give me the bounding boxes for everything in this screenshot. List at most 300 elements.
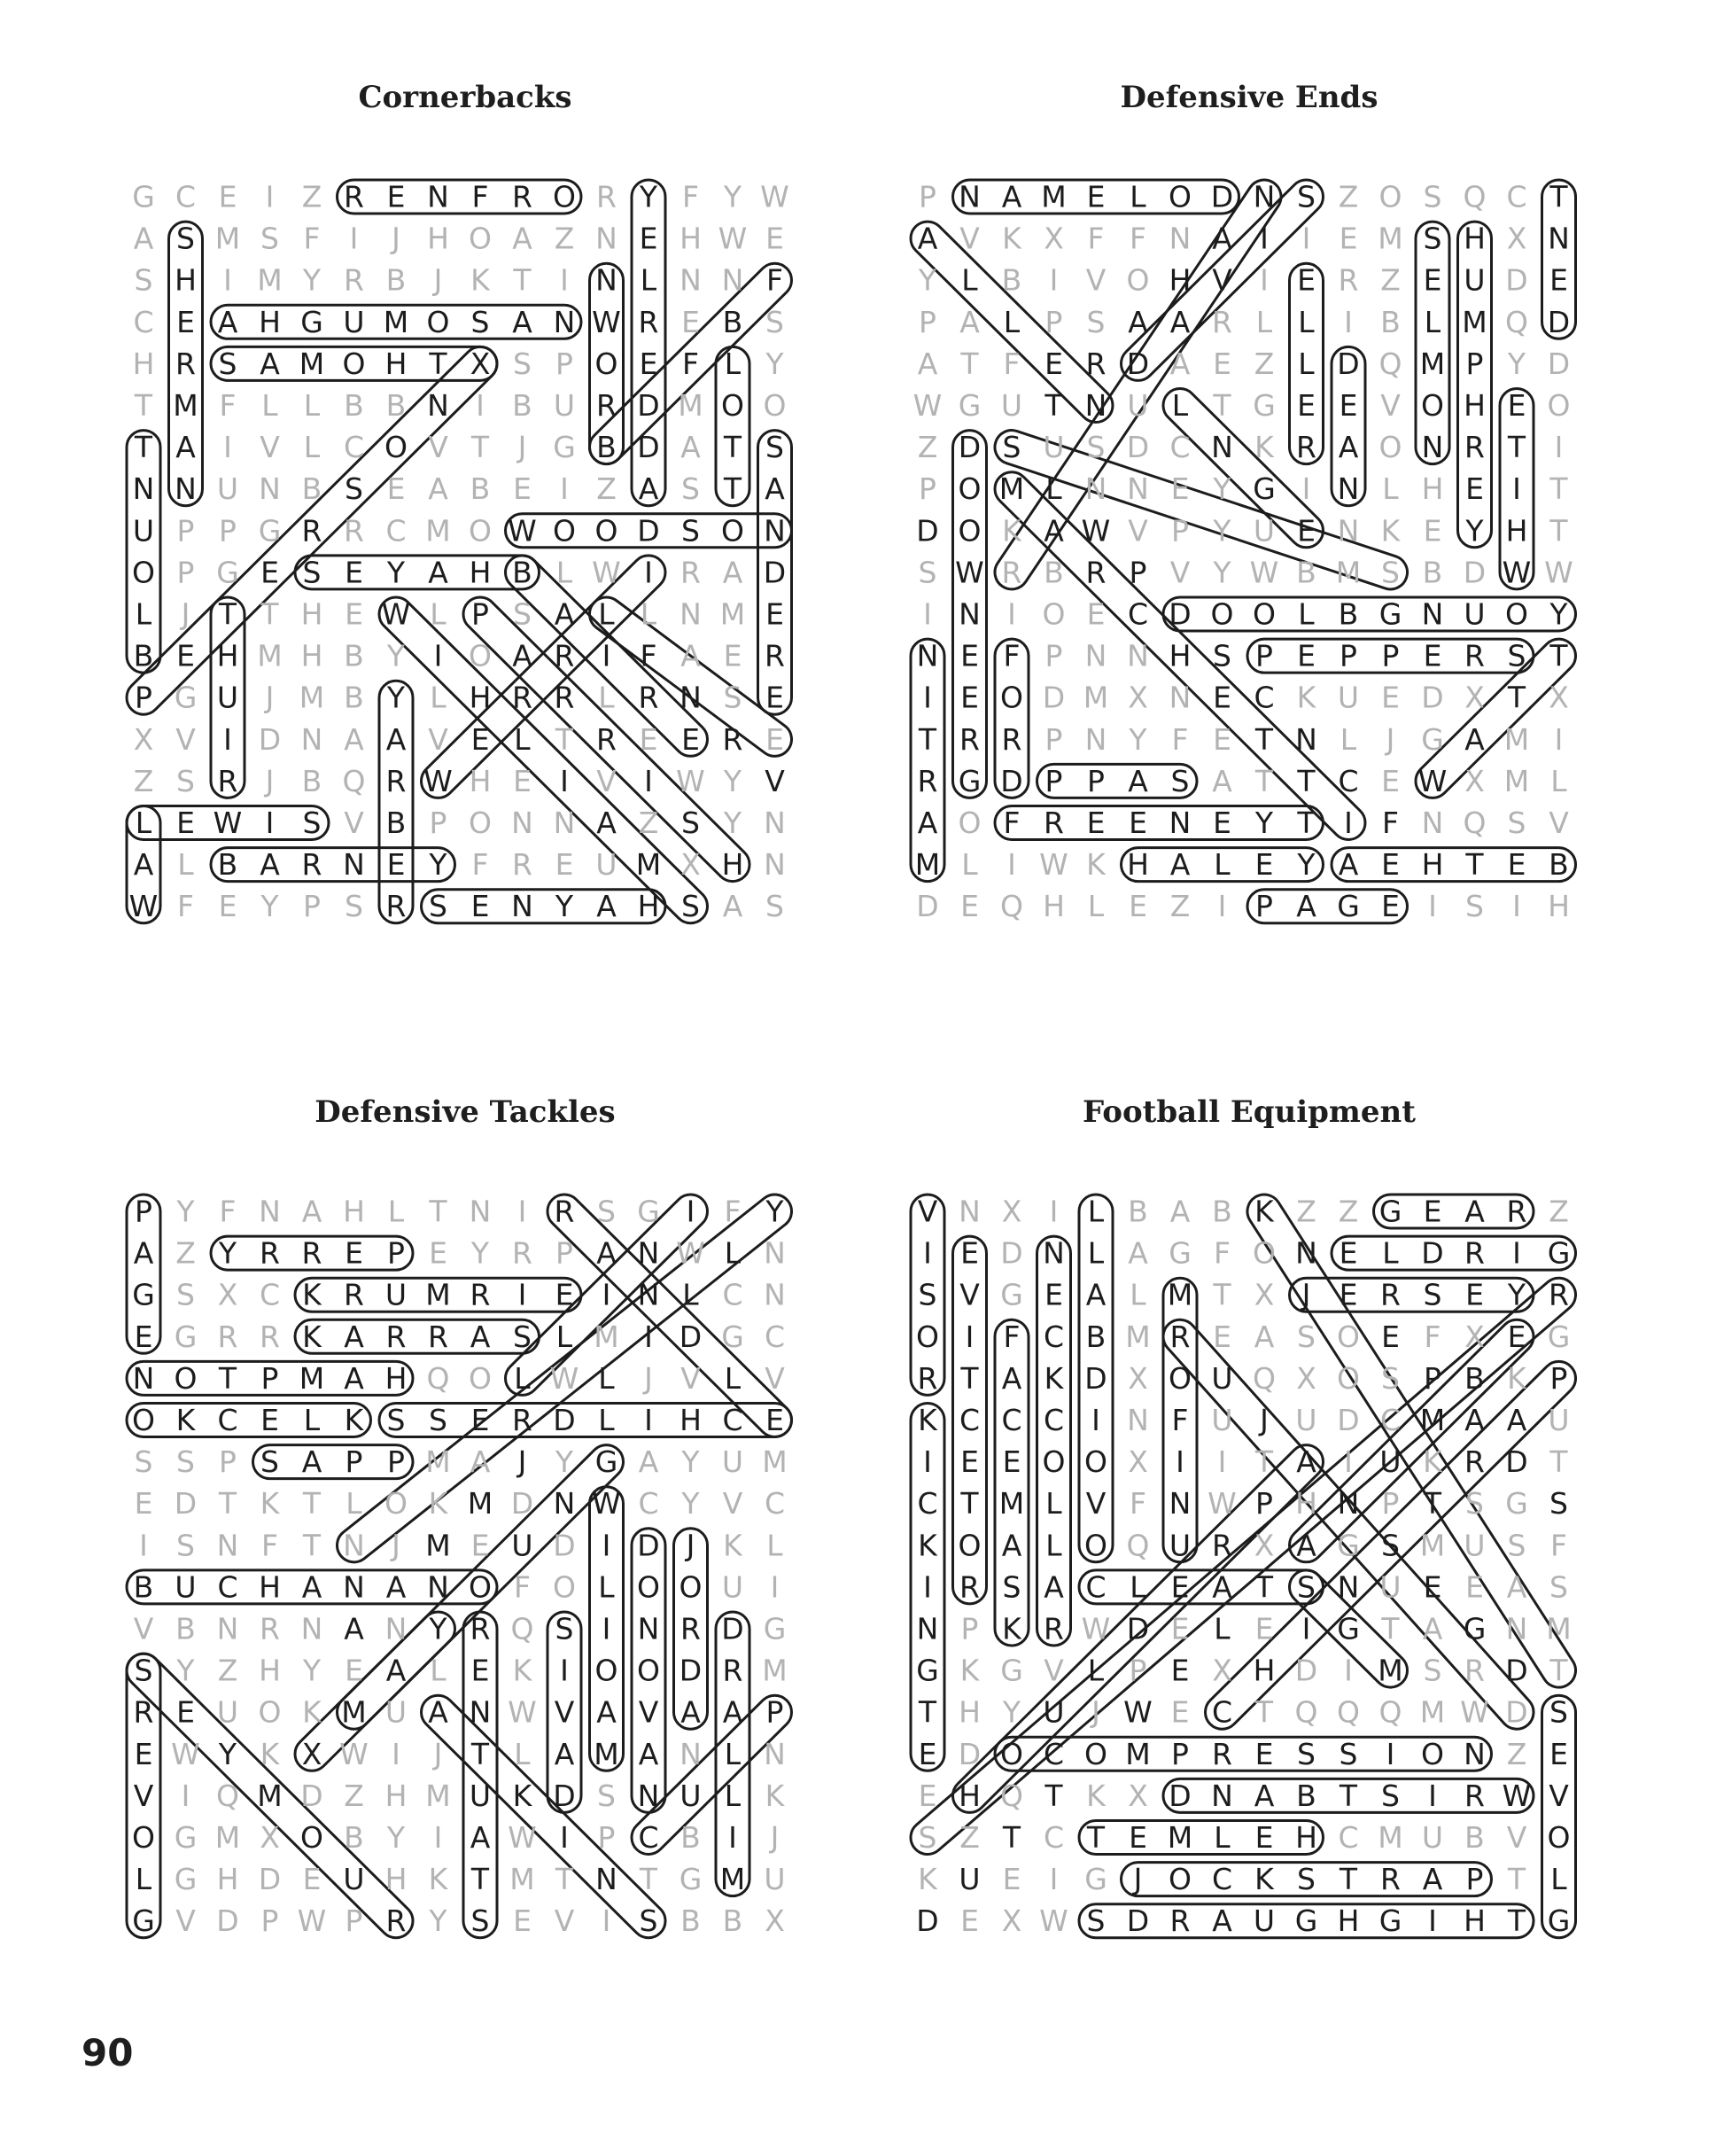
- grid-letter: A: [344, 721, 364, 757]
- grid-letter: M: [762, 1653, 788, 1688]
- grid-letter: A: [428, 555, 448, 590]
- grid-letter: Y: [470, 1235, 490, 1271]
- grid-letter: O: [958, 1528, 982, 1563]
- grid-letter: A: [1212, 1903, 1232, 1939]
- grid-letter: Z: [959, 1820, 980, 1855]
- grid-letter: L: [1424, 304, 1441, 339]
- grid-letter: V: [1380, 388, 1401, 423]
- grid-letter: J: [1301, 1277, 1311, 1312]
- grid-letter: M: [173, 388, 198, 423]
- grid-letter: T: [429, 346, 447, 381]
- grid-svg: [912, 179, 1574, 924]
- grid-letter: N: [216, 1528, 239, 1563]
- grid-letter: T: [555, 721, 574, 757]
- grid-letter: X: [1128, 1360, 1148, 1396]
- grid-letter: P: [765, 1694, 784, 1730]
- grid-letter: U: [1464, 596, 1486, 632]
- grid-letter: O: [1505, 596, 1528, 632]
- grid-letter: E: [513, 763, 532, 798]
- grid-letter: J: [517, 1444, 527, 1480]
- grid-letter: S: [176, 221, 195, 256]
- grid-letter: G: [216, 555, 239, 590]
- grid-letter: R: [344, 1277, 364, 1312]
- grid-letter: L: [640, 262, 657, 298]
- grid-letter: H: [259, 1569, 281, 1605]
- grid-letter: T: [1549, 179, 1568, 214]
- grid-letter: N: [1548, 221, 1570, 256]
- grid-letter: T: [1339, 1778, 1358, 1813]
- grid-letter: R: [1001, 721, 1022, 757]
- grid-letter: E: [1465, 471, 1484, 507]
- grid-letter: N: [1127, 471, 1149, 507]
- grid-letter: R: [722, 1653, 743, 1688]
- grid-letter: Q: [342, 763, 366, 798]
- grid-letter: Y: [386, 1820, 406, 1855]
- grid-letter: H: [1295, 1486, 1317, 1522]
- grid-letter: N: [1043, 1235, 1065, 1271]
- grid-letter: N: [764, 1235, 786, 1271]
- grid-letter: K: [765, 1778, 785, 1813]
- grid-letter: L: [1045, 471, 1062, 507]
- grid-letter: S: [765, 889, 784, 924]
- grid-letter: I: [139, 1528, 148, 1563]
- grid-letter: N: [680, 1736, 702, 1771]
- grid-letter: S: [260, 1444, 279, 1480]
- grid-letter: U: [721, 1444, 744, 1480]
- grid-letter: A: [512, 638, 532, 673]
- grid-letter: L: [1340, 721, 1357, 757]
- grid-letter: T: [1297, 806, 1316, 840]
- grid-letter: D: [1294, 1653, 1318, 1688]
- grid-letter: H: [959, 1694, 981, 1730]
- grid-letter: L: [555, 1319, 573, 1354]
- grid-letter: M: [341, 1694, 367, 1730]
- grid-letter: S: [260, 221, 279, 256]
- grid-letter: H: [300, 638, 323, 673]
- grid-letter: M: [214, 1820, 241, 1855]
- grid-letter: K: [1380, 513, 1401, 549]
- grid-letter: N: [427, 1569, 449, 1605]
- grid-letter: S: [386, 1403, 406, 1437]
- grid-letter: F: [1003, 806, 1021, 840]
- grid-letter: O: [553, 513, 576, 549]
- grid-letter: L: [1298, 596, 1315, 632]
- grid-letter: W: [592, 555, 621, 590]
- grid-letter: R: [1464, 1444, 1485, 1480]
- grid-letter: L: [1382, 471, 1399, 507]
- grid-letter: E: [1507, 847, 1526, 883]
- grid-letter: V: [959, 1277, 980, 1312]
- grid-letter: W: [1123, 1694, 1153, 1730]
- grid-letter: E: [1549, 1736, 1568, 1771]
- grid-letter: Y: [1213, 555, 1231, 590]
- grid-letter: O: [958, 513, 982, 549]
- grid-letter: X: [1128, 1444, 1148, 1480]
- grid-letter: B: [1380, 304, 1401, 339]
- grid-letter: P: [919, 304, 936, 339]
- grid-letter: G: [174, 1862, 198, 1897]
- grid-letter: S: [176, 763, 195, 798]
- grid-letter: B: [344, 680, 364, 715]
- grid-letter: R: [344, 513, 364, 549]
- grid-letter: N: [384, 1611, 408, 1646]
- grid-letter: I: [1260, 221, 1269, 256]
- grid-letter: L: [1087, 1194, 1105, 1229]
- grid-letter: R: [301, 1235, 322, 1271]
- grid-letter: F: [1382, 806, 1399, 840]
- grid-letter: Y: [1507, 346, 1526, 381]
- grid-letter: G: [1294, 1903, 1318, 1939]
- grid-letter: S: [1297, 1736, 1316, 1771]
- grid-letter: T: [429, 1194, 447, 1229]
- grid-letter: Y: [218, 1235, 237, 1271]
- grid-letter: U: [1379, 1569, 1402, 1605]
- grid-letter: T: [1254, 721, 1274, 757]
- grid-letter: D: [637, 388, 660, 423]
- grid-letter: A: [512, 221, 532, 256]
- grid-letter: C: [1043, 1736, 1065, 1771]
- grid-letter: M: [1546, 1611, 1572, 1646]
- grid-letter: I: [1007, 847, 1016, 883]
- grid-letter: U: [1211, 1403, 1233, 1437]
- grid-letter: V: [1169, 555, 1191, 590]
- grid-letter: B: [1296, 1778, 1316, 1813]
- grid-letter: I: [1344, 1653, 1353, 1688]
- grid-letter: M: [383, 304, 409, 339]
- grid-letter: T: [1549, 471, 1568, 507]
- grid-letter: R: [765, 638, 785, 673]
- grid-letter: C: [175, 179, 197, 214]
- grid-letter: D: [916, 1903, 939, 1939]
- grid-letter: R: [512, 1235, 532, 1271]
- grid-letter: U: [343, 1862, 365, 1897]
- grid-letter: B: [680, 1903, 701, 1939]
- grid-letter: L: [555, 555, 573, 590]
- grid-letter: X: [1001, 1903, 1022, 1939]
- grid-letter: P: [387, 1444, 405, 1480]
- grid-letter: B: [722, 1903, 743, 1939]
- grid-letter: Y: [723, 179, 742, 214]
- grid-letter: I: [349, 221, 359, 256]
- grid-letter: Y: [386, 680, 406, 715]
- grid-letter: V: [596, 763, 617, 798]
- grid-letter: O: [594, 513, 618, 549]
- grid-letter: M: [257, 1778, 283, 1813]
- grid-letter: G: [1547, 1235, 1571, 1271]
- grid-letter: N: [1127, 1403, 1149, 1437]
- grid-letter: N: [680, 596, 702, 632]
- grid-letter: O: [469, 1360, 492, 1396]
- page-number: 90: [82, 2031, 134, 2074]
- grid-letter: S: [218, 346, 237, 381]
- grid-letter: O: [1169, 1360, 1192, 1396]
- grid-letter: L: [1130, 179, 1146, 214]
- grid-letter: Q: [1463, 179, 1487, 214]
- grid-letter: C: [343, 430, 365, 465]
- grid-letter: Y: [1549, 596, 1568, 632]
- grid-letter: Y: [429, 1903, 447, 1939]
- grid-letter: O: [1000, 680, 1023, 715]
- grid-letter: C: [217, 1569, 238, 1605]
- grid-letter: N: [427, 179, 449, 214]
- grid-letter: U: [553, 388, 576, 423]
- grid-letter: Y: [218, 1736, 237, 1771]
- grid-letter: P: [1381, 638, 1400, 673]
- grid-letter: I: [1428, 1778, 1437, 1813]
- grid-letter: E: [429, 1235, 447, 1271]
- grid-letter: R: [385, 1903, 407, 1939]
- grid-letter: L: [430, 680, 447, 715]
- grid-letter: T: [134, 430, 153, 465]
- grid-letter: L: [1298, 346, 1315, 381]
- grid-letter: U: [384, 1277, 408, 1312]
- grid-letter: Z: [133, 763, 154, 798]
- grid-letter: T: [1044, 1778, 1063, 1813]
- grid-letter: M: [257, 638, 283, 673]
- word-search-grid: [128, 1194, 802, 1939]
- grid-letter: V: [175, 721, 196, 757]
- grid-letter: D: [721, 1611, 744, 1646]
- grid-letter: O: [721, 388, 744, 423]
- grid-letter: I: [1007, 596, 1016, 632]
- grid-letter: B: [385, 806, 407, 840]
- grid-letter: Z: [596, 471, 617, 507]
- grid-letter: E: [1465, 1569, 1484, 1605]
- grid-letter: Y: [765, 346, 784, 381]
- grid-letter: H: [1043, 889, 1065, 924]
- grid-letter: B: [344, 1820, 364, 1855]
- grid-letter: L: [1087, 1653, 1105, 1688]
- grid-letter: R: [385, 763, 407, 798]
- grid-letter: L: [261, 388, 278, 423]
- grid-letter: W: [1502, 555, 1532, 590]
- grid-letter: X: [1128, 680, 1148, 715]
- grid-letter: Z: [1338, 179, 1359, 214]
- grid-letter: R: [596, 179, 617, 214]
- grid-letter: M: [1419, 1403, 1446, 1437]
- grid-letter: O: [1378, 179, 1402, 214]
- grid-letter: A: [344, 1319, 364, 1354]
- grid-letter: N: [427, 388, 449, 423]
- grid-letter: O: [1084, 1444, 1107, 1480]
- grid-letter: E: [470, 721, 490, 757]
- grid-letter: A: [1296, 1528, 1316, 1563]
- grid-letter: R: [917, 763, 938, 798]
- grid-letter: Z: [1506, 1736, 1527, 1771]
- grid-letter: T: [960, 1486, 979, 1522]
- grid-letter: D: [510, 1486, 534, 1522]
- grid-letter: P: [303, 889, 321, 924]
- grid-letter: P: [387, 1235, 405, 1271]
- grid-letter: S: [555, 1611, 574, 1646]
- grid-letter: A: [596, 806, 617, 840]
- grid-letter: L: [598, 1403, 615, 1437]
- word-loop: [904, 1271, 1582, 1861]
- grid-letter: O: [1547, 1820, 1571, 1855]
- grid-letter: T: [1213, 388, 1231, 423]
- grid-letter: B: [1128, 1194, 1148, 1229]
- grid-letter: S: [1465, 1486, 1484, 1522]
- grid-letter: W: [128, 889, 159, 924]
- grid-letter: V: [554, 1694, 575, 1730]
- grid-letter: J: [392, 221, 400, 256]
- grid-letter: V: [680, 1360, 701, 1396]
- grid-letter: L: [1214, 1611, 1231, 1646]
- grid-letter: B: [1422, 555, 1443, 590]
- grid-letter: R: [1464, 430, 1485, 465]
- grid-letter: N: [343, 1569, 365, 1605]
- grid-letter: T: [723, 430, 742, 465]
- grid-letter: V: [765, 1360, 785, 1396]
- grid-letter: H: [384, 346, 408, 381]
- grid-letter: V: [1549, 806, 1569, 840]
- grid-letter: M: [1335, 555, 1362, 590]
- grid-letter: T: [1297, 763, 1316, 798]
- grid-letter: G: [1547, 1903, 1571, 1939]
- grid-letter: R: [722, 721, 743, 757]
- grid-letter: A: [260, 847, 280, 883]
- grid-letter: L: [1087, 889, 1105, 924]
- grid-letter: W: [1039, 847, 1068, 883]
- grid-letter: R: [260, 1319, 280, 1354]
- grid-letter: C: [385, 513, 407, 549]
- grid-letter: A: [1212, 221, 1232, 256]
- grid-letter: G: [1547, 1319, 1571, 1354]
- grid-letter: G: [1169, 1235, 1192, 1271]
- grid-letter: F: [766, 262, 783, 298]
- grid-letter: C: [133, 304, 154, 339]
- grid-letter: S: [513, 346, 532, 381]
- grid-letter: S: [429, 1403, 447, 1437]
- grid-letter: X: [1254, 1528, 1275, 1563]
- grid-letter: D: [637, 430, 660, 465]
- grid-letter: N: [300, 1611, 323, 1646]
- grid-letter: J: [1091, 1694, 1100, 1730]
- grid-letter: D: [1421, 680, 1444, 715]
- grid-letter: I: [965, 1319, 975, 1354]
- grid-letter: C: [1169, 430, 1191, 465]
- grid-letter: I: [223, 721, 232, 757]
- grid-letter: E: [960, 1235, 979, 1271]
- grid-letter: F: [1130, 221, 1146, 256]
- grid-letter: I: [1301, 221, 1311, 256]
- grid-letter: J: [1260, 1403, 1269, 1437]
- grid-letter: I: [560, 1653, 569, 1688]
- grid-letter: K: [260, 1486, 280, 1522]
- grid-letter: V: [428, 721, 448, 757]
- grid-letter: B: [301, 763, 322, 798]
- grid-letter: T: [470, 430, 490, 465]
- grid-letter: H: [1169, 638, 1192, 673]
- grid-letter: M: [1041, 179, 1067, 214]
- grid-letter: Y: [723, 806, 742, 840]
- grid-letter: S: [1507, 638, 1526, 673]
- grid-letter: S: [1381, 1778, 1400, 1813]
- grid-letter: P: [260, 1903, 279, 1939]
- grid-letter: M: [914, 847, 941, 883]
- grid-letter: O: [637, 1569, 660, 1605]
- grid-letter: R: [680, 555, 701, 590]
- grid-letter: M: [1167, 1277, 1193, 1312]
- grid-letter: Q: [1126, 1528, 1150, 1563]
- grid-letter: F: [1550, 1528, 1567, 1563]
- grid-letter: S: [918, 555, 937, 590]
- grid-letter: D: [763, 555, 787, 590]
- grid-letter: Q: [1463, 806, 1487, 840]
- word-loop: [911, 639, 944, 882]
- grid-letter: H: [1295, 1820, 1317, 1855]
- grid-letter: I: [1217, 1444, 1227, 1480]
- grid-letter: R: [1212, 1736, 1232, 1771]
- grid-letter: Z: [638, 806, 659, 840]
- grid-letter: I: [1217, 889, 1227, 924]
- grid-letter: O: [1042, 1444, 1066, 1480]
- grid-letter: L: [1045, 1486, 1062, 1522]
- grid-letter: H: [1464, 1903, 1486, 1939]
- grid-letter: E: [765, 1403, 784, 1437]
- grid-letter: A: [1422, 1611, 1443, 1646]
- grid-letter: Y: [918, 262, 937, 298]
- grid-letter: Z: [1549, 1194, 1569, 1229]
- grid-letter: Z: [1380, 262, 1401, 298]
- grid-letter: A: [1169, 1194, 1191, 1229]
- grid-letter: N: [764, 847, 786, 883]
- grid-letter: L: [514, 1360, 531, 1396]
- grid-letter: N: [1084, 388, 1107, 423]
- grid-letter: I: [644, 763, 653, 798]
- grid-letter: H: [1548, 889, 1570, 924]
- grid-letter: U: [1253, 1903, 1276, 1939]
- grid-letter: M: [425, 1444, 451, 1480]
- grid-letter: L: [640, 596, 657, 632]
- grid-letter: A: [1169, 847, 1191, 883]
- grid-letter: U: [680, 1778, 702, 1813]
- grid-letter: I: [1428, 1903, 1437, 1939]
- grid-letter: T: [302, 1528, 322, 1563]
- grid-letter: E: [1170, 1569, 1190, 1605]
- grid-letter: E: [218, 179, 237, 214]
- grid-letter: A: [385, 721, 407, 757]
- grid-letter: J: [433, 262, 443, 298]
- grid-letter: R: [1380, 1277, 1401, 1312]
- grid-letter: O: [553, 1569, 576, 1605]
- grid-letter: B: [1338, 596, 1359, 632]
- grid-letter: A: [1128, 1235, 1148, 1271]
- grid-letter: K: [1296, 680, 1316, 715]
- grid-letter: X: [1549, 680, 1569, 715]
- grid-letter: I: [1049, 1194, 1059, 1229]
- grid-letter: M: [299, 346, 325, 381]
- grid-letter: B: [1085, 1319, 1107, 1354]
- grid-letter: R: [512, 1403, 532, 1437]
- grid-letter: S: [681, 889, 700, 924]
- grid-letter: M: [1378, 1653, 1403, 1688]
- grid-letter: P: [1255, 638, 1273, 673]
- grid-letter: G: [258, 513, 282, 549]
- grid-letter: E: [260, 555, 279, 590]
- grid-letter: H: [1127, 847, 1149, 883]
- grid-letter: M: [1419, 1694, 1446, 1730]
- grid-letter: U: [1000, 388, 1023, 423]
- grid-letter: Q: [1505, 304, 1528, 339]
- grid-letter: I: [265, 806, 275, 840]
- grid-letter: I: [602, 1611, 611, 1646]
- grid-letter: W: [508, 1820, 537, 1855]
- grid-letter: N: [916, 638, 939, 673]
- grid-letter: W: [213, 806, 243, 840]
- grid-letter: N: [1084, 638, 1107, 673]
- grid-letter: M: [1419, 1528, 1446, 1563]
